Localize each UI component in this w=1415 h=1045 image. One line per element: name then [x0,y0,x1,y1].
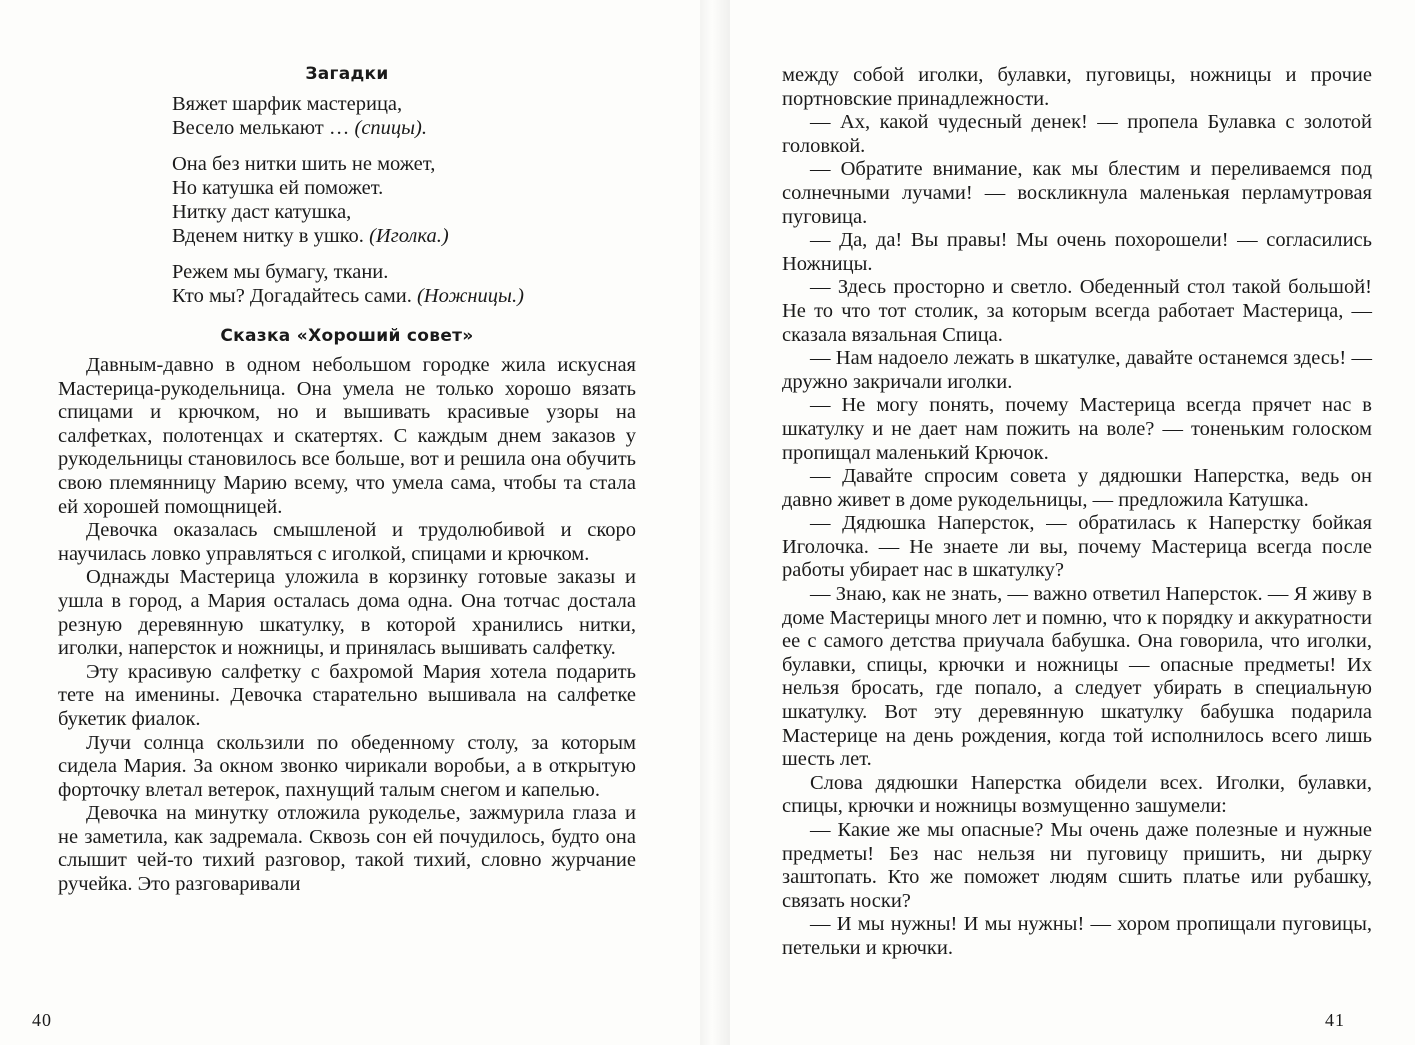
paragraph: — Нам надоело лежать в шкатулке, давайте останемся здесь! — дружно закричали иголки. [782,347,1372,393]
paragraph-continued: между собой иголки, булавки, пуговицы, ножницы и прочие портновские принадлежности. [782,64,1372,110]
riddle-line: Весело мелькают … (спицы). [172,117,428,139]
page-number-left: 40 [32,1010,52,1030]
story-title: Сказка «Хороший совет» [220,326,474,346]
riddle-3 [172,260,636,308]
paragraph: — Не могу понять, почему Мастерица всегда прячет нас в шкатулку и не дает нам пожить на воле? — тоненьким голоском пропищал маленький Крючок. [782,394,1372,464]
paragraph: — Дядюшка Наперсток, — обратилась к Наперстку бойкая Иголочка. — Не знаете ли вы, почему Мастерица всегда после работы убирает нас в шкатулку? [782,512,1372,582]
page-number-right: 41 [1325,1010,1345,1030]
riddle-line: Кто мы? Догадайтесь сами. (Ножницы.) [172,285,524,307]
left-page [0,0,705,1045]
riddle-answer: (Ножницы.) [416,285,524,307]
paragraph: Девочка оказалась смышленой и трудолюбивой и скоро научилась ловко управляться с иголкой, спицами и крючком. [58,519,636,565]
paragraph: — Давайте спросим совета у дядюшки Наперстка, ведь он давно живет в доме рукодельницы, — предложила Катушка. [782,465,1372,511]
riddles-title: Загадки [305,64,389,84]
paragraph: Однажды Мастерица уложила в корзинку готовые заказы и ушла в город, а Мария осталась дома одна. Она тотчас достала резную деревянную шкатулку, в которой хранились нитки, иголки, наперсток и ножницы, и принялась вышивать салфетку. [58,566,636,660]
paragraph: Давным-давно в одном небольшом городке жила искусная Мастерица-рукодельница. Она умела не только хорошо вязать спицами и крючком, но и вышивать красивые узоры на салфетках, полотенцах и скатертях. С каждым днем заказов у рукодельницы становилось все больше, вот и решила она обучить свою племянницу Марию всему, что умела сама, чтобы та стала ей хорошей помощницей. [58,354,636,518]
paragraph: — Обратите внимание, как мы блестим и переливаемся под солнечными лучами! — воскликнула маленькая перламутровая пуговица. [782,158,1372,228]
paragraph: — И мы нужны! И мы нужны! — хором пропищали пуговицы, петельки и крючки. [782,913,1372,959]
riddle-1 [172,92,636,140]
paragraph: Эту красивую салфетку с бахромой Мария хотела подарить тете на именины. Девочка старательно вышивала на салфетке букетик фиалок. [58,660,636,730]
paragraph: — Какие же мы опасные? Мы очень даже полезные и нужные предметы! Без нас нельзя ни пуговицу пришить, ни дырку заштопать. Кто же поможет людям сшить платье или рубашку, связать носки? [782,819,1372,912]
riddle-answer: (Иголка.) [369,225,449,247]
paragraph: — Знаю, как не знать, — важно ответил Наперсток. — Я живу в доме Мастерицы много лет и помню, что к порядку и аккуратности ее с самого детства приучала бабушка. Она говорила, что иголки, булавки, спицы, крючки и ножницы — опасные предметы! Их нельзя бросать, где попало, а следует убирать в специальную шкатулку. Вот эту деревянную шкатулку бабушка подарила Мастерице на день рождения, когда той исполнилось всего лишь шесть лет. [782,583,1372,771]
right-page [710,0,1415,1045]
paragraph: Слова дядюшки Наперстка обидели всех. Иголки, булавки, спицы, крючки и ножницы возмущенно зашумели: [782,771,1372,818]
paragraph: Девочка на минутку отложила рукоделье, зажмурила глаза и не заметила, как задремала. Сквозь сон ей почудилось, будто она слышит чей-то тихий разговор, такой тихий, словно журчание ручейка. Это разговаривали [58,802,636,896]
left-column [58,62,636,897]
paragraph: — Ах, какой чудесный денек! — пропела Булавка с золотой головкой. [782,111,1372,157]
paragraph: — Да, да! Вы правы! Мы очень похорошели! — согласились Ножницы. [782,229,1372,275]
riddle-line: Вденем нитку в ушко. (Иголка.) [172,225,449,247]
riddle-line: Она без нитки шить не может, [172,153,436,175]
riddle-line: Но катушка ей поможет. [172,177,384,199]
paragraph: — Здесь просторно и светло. Обеденный стол такой большой! Не то что тот столик, за которым всегда работает Мастерица, — сказала вязальная Спица. [782,276,1372,346]
riddle-line: Режем мы бумагу, ткани. [172,261,389,283]
paragraph: Лучи солнца скользили по обеденному столу, за которым сидела Мария. За окном звонко чирикали воробьи, а в открытую форточку влетал ветерок, пахнущий талым снегом и капелью. [58,731,636,801]
riddle-line: Вяжет шарфик мастерица, [172,93,403,115]
right-column [782,64,1372,961]
riddle-answer: (спицы). [354,117,428,139]
riddle-2 [172,152,636,248]
riddle-line: Нитку даст катушка, [172,201,352,223]
